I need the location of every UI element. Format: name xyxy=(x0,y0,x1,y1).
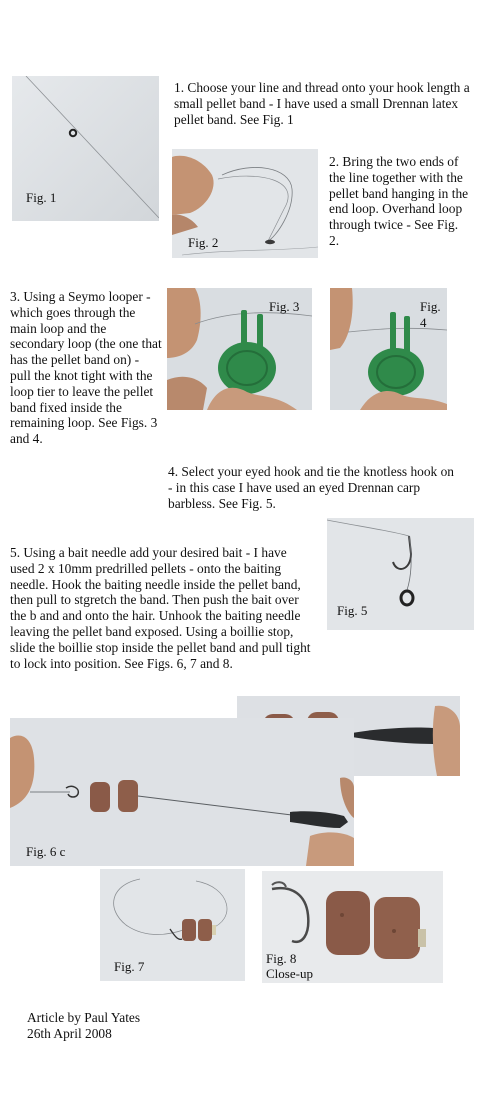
step5-text: 5. Using a bait needle add your desired bait - I have used 2 x 10mm predrilled pellets - onto the baiting needle. Hook the baiting needle inside the pellet band, then pull to stgretch the band. Then push the bait over the b and and onto the hair. Unhook the baiting needle leaving the pellet band exposed. Using a boillie stop, slide the boillie stop inside the pellet band and pull tight to lock into position. See Figs. 6, 7 and 8. xyxy=(10,545,311,671)
fig8-caption-line1: Fig. 8 xyxy=(266,951,297,966)
fig4-caption: Fig. 4 xyxy=(420,299,441,330)
fig8-caption-line2: Close-up xyxy=(266,966,313,981)
fig5-caption: Fig. 5 xyxy=(337,603,368,618)
article-author: Article by Paul Yates xyxy=(27,1010,141,1025)
fig1-photo xyxy=(12,76,159,221)
fig8-photo xyxy=(262,871,443,983)
fig3-photo xyxy=(167,288,312,410)
fig1-caption: Fig. 1 xyxy=(26,190,57,205)
step4-text: 4. Select your eyed hook and tie the knotless hook on - in this case I have used an eyed Drennan carp barbless. See Fig. 5. xyxy=(168,464,454,511)
step1-text: 1. Choose your line and thread onto your hook length a small pellet band - I have used a small Drennan latex pellet band. See Fig. 1 xyxy=(174,80,470,127)
step2-text: 2. Bring the two ends of the line together with the pellet band hanging in the end loop. Overhand loop through twice - See Fig. 2. xyxy=(329,154,469,248)
fig4-photo xyxy=(330,288,447,410)
fig6c-caption: Fig. 6 c xyxy=(26,844,66,859)
fig2-photo xyxy=(172,149,318,258)
fig2-caption: Fig. 2 xyxy=(188,235,219,250)
fig3-caption: Fig. 3 xyxy=(269,299,300,314)
step3-text: 3. Using a Seymo looper - which goes through the main loop and the secondary loop (the one that has the pellet band on) - pull the knot tight with the loop tier to leave the pellet band fixed inside the remaining loop. See Figs. 3 and 4. xyxy=(10,289,162,447)
fig5-photo xyxy=(327,518,474,630)
fig6c-photo xyxy=(10,718,354,866)
fig7-photo xyxy=(100,869,245,981)
fig7-caption: Fig. 7 xyxy=(114,959,145,974)
article-date: 26th April 2008 xyxy=(27,1026,112,1041)
